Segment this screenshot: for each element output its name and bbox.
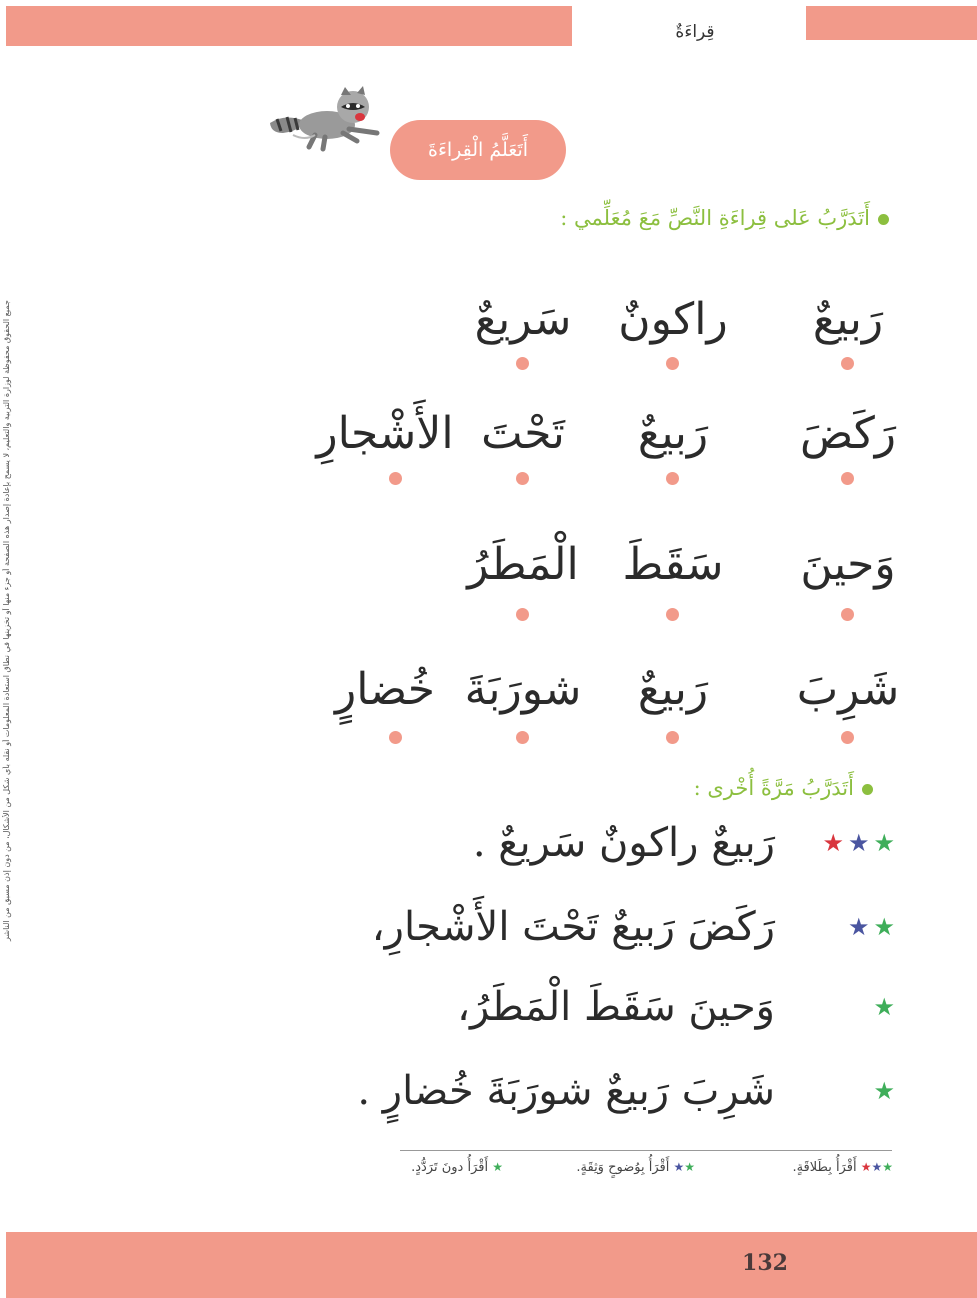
word-dot [389, 731, 402, 744]
instruction-practice-with-teacher [560, 206, 889, 230]
blue-star-icon: ★ [673, 1160, 685, 1174]
header-band-right [806, 6, 977, 40]
legend-two-stars [576, 1160, 695, 1175]
instruction-bullet [862, 784, 873, 795]
word: رَبيعٌ [812, 294, 884, 345]
word-dot [666, 731, 679, 744]
sentence-text: رَبيعٌ راكونٌ سَريعٌ . [472, 820, 775, 866]
header-band-left [6, 6, 572, 46]
word-dot [516, 472, 529, 485]
blue-star-icon: ★ [847, 913, 870, 941]
word-dot [666, 472, 679, 485]
legend-divider [400, 1150, 892, 1151]
word: شَرِبَ [796, 664, 900, 715]
sentence-text: شَرِبَ رَبيعٌ شورَبَةَ خُضارٍ . [357, 1068, 775, 1114]
word: خُضارٍ [334, 664, 435, 715]
legend-label: أَقْرَأُ دونَ تَرَدُّدٍ. [411, 1160, 489, 1175]
footer-band [6, 1232, 977, 1298]
green-star-icon: ★ [873, 1077, 895, 1105]
word: راكونٌ [618, 294, 728, 345]
green-star-icon: ★ [873, 913, 895, 941]
star-rating [795, 915, 895, 939]
sentence-text: وَحينَ سَقَطَ الْمَطَرُ، [457, 984, 775, 1030]
instruction-text: أَتَدَرَّبُ عَلى قِراءَةِ النَّصِّ مَعَ مُعَلِّمي : [560, 206, 870, 230]
word-dot [666, 357, 679, 370]
sentence-row [473, 808, 895, 878]
green-star-icon: ★ [492, 1160, 503, 1174]
legend-one-star [411, 1160, 503, 1175]
sentence-row [457, 972, 895, 1042]
legend-label: أَقْرَأُ بِوُضوحٍ وَثِقَةٍ. [576, 1160, 670, 1175]
word: رَبيعٌ [637, 664, 709, 715]
word-dot [666, 608, 679, 621]
section-title-pill: أَتَعَلَّمُ الْقِراءَةَ [390, 120, 566, 180]
blue-star-icon: ★ [871, 1160, 883, 1174]
word: سَريعٌ [474, 294, 572, 345]
page-number: 132 [742, 1250, 788, 1276]
instruction-bullet [878, 214, 889, 225]
word: وَحينَ [800, 539, 896, 590]
word-dot [841, 608, 854, 621]
legend-three-stars [792, 1160, 893, 1175]
word: الأَشْجارِ [316, 408, 454, 459]
legend-label: أَقْرَأُ بِطَلاقَةٍ. [792, 1160, 857, 1175]
word: رَكَضَ [799, 408, 897, 459]
star-rating [795, 831, 895, 855]
word-dot [516, 731, 529, 744]
word-dot [389, 472, 402, 485]
green-star-icon: ★ [873, 829, 895, 857]
word-dot [516, 357, 529, 370]
word: تَحْتَ [481, 408, 565, 459]
red-star-icon: ★ [860, 1160, 872, 1174]
word: الْمَطَرُ [467, 539, 579, 590]
green-star-icon: ★ [684, 1160, 695, 1174]
word-dot [516, 608, 529, 621]
word: سَقَطَ [622, 539, 724, 590]
page-header-title: قِراءَةٌ [675, 22, 715, 42]
red-star-icon: ★ [822, 829, 844, 857]
instruction-text: أَتَدَرَّبُ مَرَّةً أُخْرى : [693, 776, 854, 800]
word-dot [841, 472, 854, 485]
word: رَبيعٌ [637, 408, 709, 459]
copyright-side-note: جميع الحقوق محفوظة لوزارة التربية والتعليم، لا يسمح بإعادة إصدار هذه الصفحة أو جزء منها أو تخزينها في نطاق استعادة المعلومات أو نقله بأي شكل من الأشكال، من دون إذن مسبق من الناشر [2, 300, 11, 941]
word: شورَبَةَ [464, 664, 582, 715]
sentence-row [357, 1056, 895, 1126]
raccoon-mascot-icon [265, 85, 395, 155]
star-rating [795, 1079, 895, 1103]
word-dot [841, 731, 854, 744]
sentence-text: رَكَضَ رَبيعٌ تَحْتَ الأَشْجارِ، [371, 904, 775, 950]
instruction-practice-again [694, 776, 873, 800]
word-dot [841, 357, 854, 370]
green-star-icon: ★ [873, 993, 895, 1021]
green-star-icon: ★ [882, 1160, 893, 1174]
star-rating [795, 995, 895, 1019]
sentence-row [372, 892, 895, 962]
blue-star-icon: ★ [847, 829, 870, 857]
